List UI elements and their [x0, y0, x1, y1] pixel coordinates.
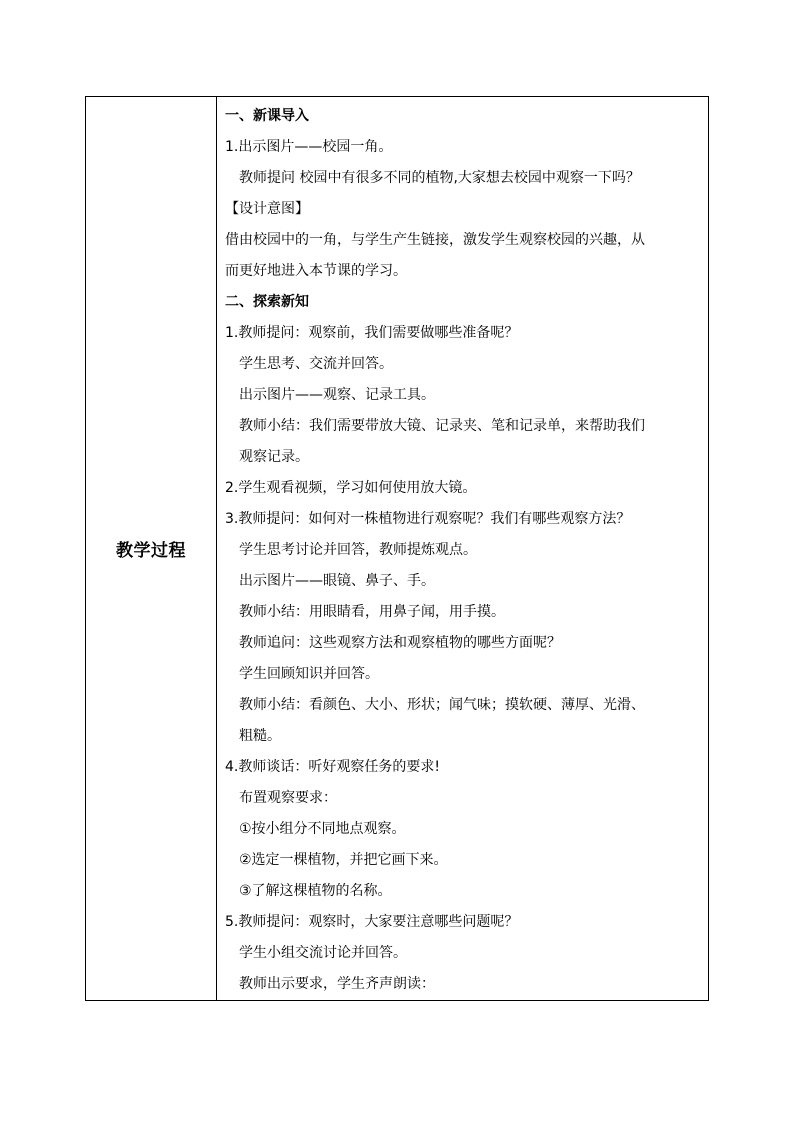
content-line: ①按小组分不同地点观察。	[239, 821, 406, 837]
content-line: 教师提问 校园中有很多不同的植物,大家想去校园中观察一下吗？	[239, 170, 640, 186]
content-line: 4.教师谈话：听好观察任务的要求!	[225, 759, 440, 775]
content-line: 而更好地进入本节课的学习。	[225, 263, 407, 279]
content-line: 2.学生观看视频，学习如何使用放大镜。	[225, 480, 477, 496]
content-line: 出示图片——眼镜、鼻子、手。	[239, 573, 435, 589]
content-line: 教师追问：这些观察方法和观察植物的哪些方面呢？	[239, 635, 561, 651]
content-line: 3.教师提问：如何对一株植物进行观察呢？我们有哪些观察方法？	[225, 511, 631, 527]
content-line: ③了解这棵植物的名称。	[239, 883, 392, 899]
content-line: 【设计意图】	[225, 201, 309, 217]
content-line: 教师小结：看颜色、大小、形状；闻气味；摸软硬、薄厚、光滑、	[239, 697, 645, 713]
section-label-cell	[86, 97, 217, 1001]
table-row	[86, 97, 709, 1001]
content-line: 粗糙。	[239, 728, 281, 744]
section-heading: 一、新课导入	[225, 108, 309, 124]
section-content-cell	[217, 97, 709, 1001]
content-line: 学生小组交流讨论并回答。	[239, 945, 407, 961]
content-line: 1.教师提问：观察前，我们需要做哪些准备呢？	[225, 325, 519, 341]
content-line: 教师出示要求，学生齐声朗读：	[239, 976, 435, 992]
lesson-content	[217, 97, 708, 1000]
content-line: 出示图片——观察、记录工具。	[239, 387, 435, 403]
content-line: 观察记录。	[239, 449, 309, 465]
content-line: 5.教师提问：观察时，大家要注意哪些问题呢？	[225, 914, 519, 930]
section-heading: 二、探索新知	[225, 294, 309, 310]
content-line: 布置观察要求：	[239, 790, 337, 806]
content-line: 1.出示图片——校园一角。	[225, 139, 393, 155]
lesson-plan-table	[85, 96, 709, 1001]
section-label: 教学过程	[116, 541, 186, 561]
content-line: ②选定一棵植物，并把它画下来。	[239, 852, 448, 868]
content-line: 教师小结：用眼睛看，用鼻子闻，用手摸。	[239, 604, 505, 620]
content-line: 借由校园中的一角，与学生产生链接，激发学生观察校园的兴趣，从	[225, 232, 645, 248]
content-line: 学生思考、交流并回答。	[239, 356, 393, 372]
content-line: 教师小结：我们需要带放大镜、记录夹、笔和记录单，来帮助我们	[239, 418, 645, 434]
content-line: 学生回顾知识并回答。	[239, 666, 379, 682]
content-line: 学生思考讨论并回答，教师提炼观点。	[239, 542, 477, 558]
